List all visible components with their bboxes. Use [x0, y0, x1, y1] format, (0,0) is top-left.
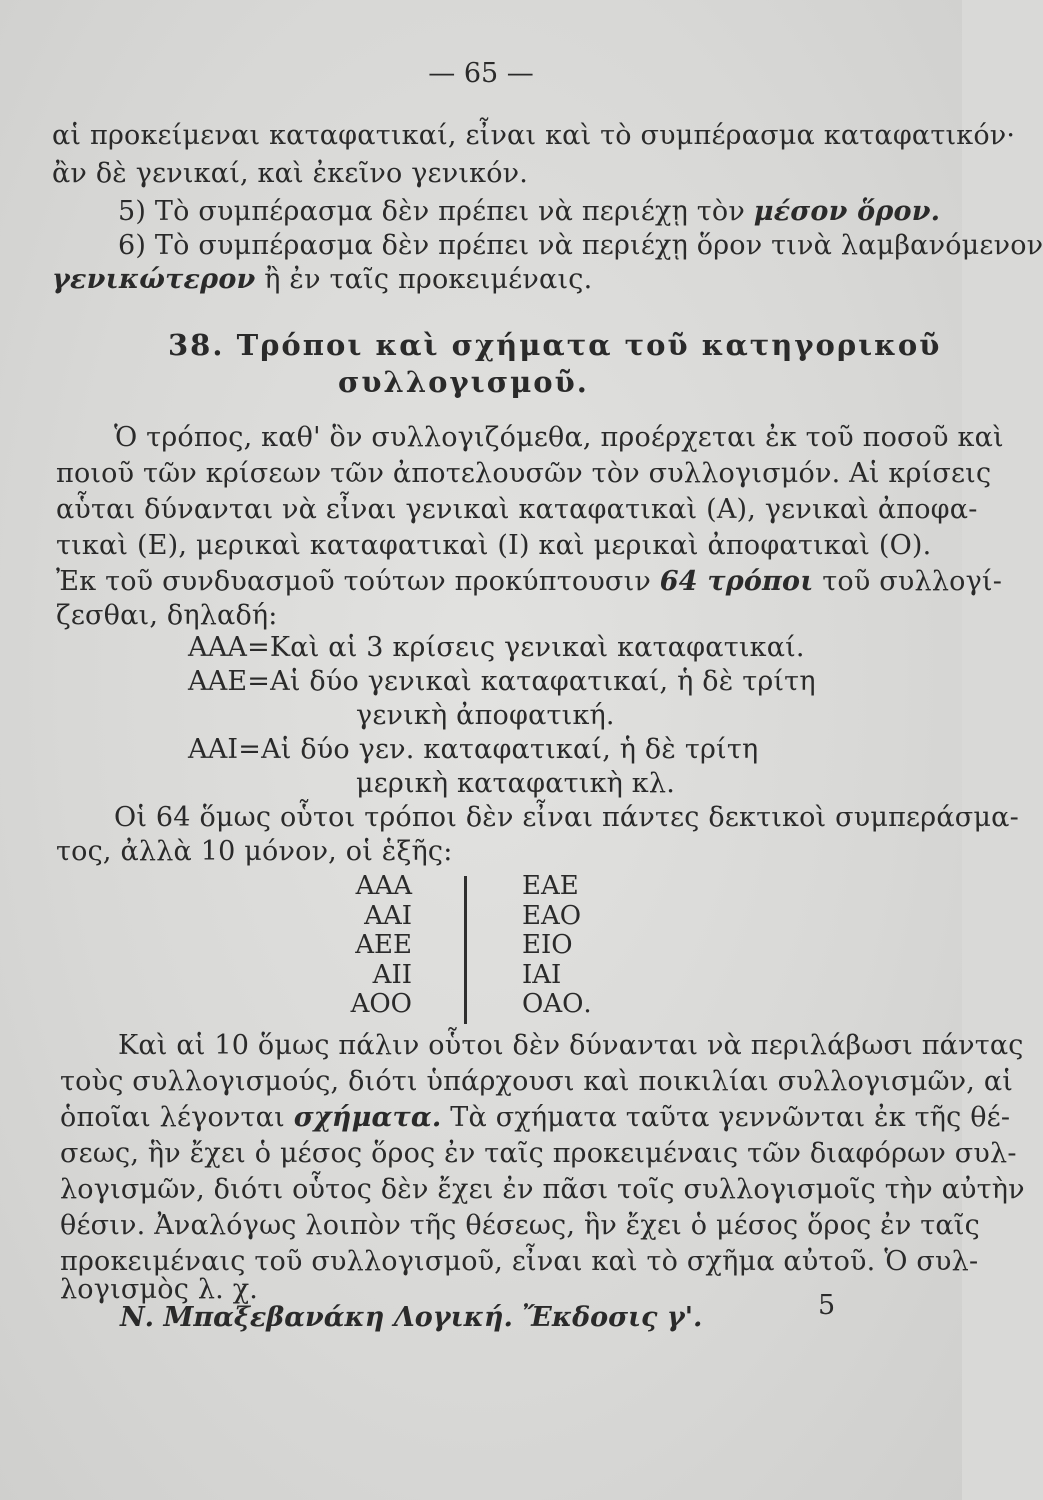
para1-line-5-text: Ἐκ τοῦ συνδυασμοῦ τούτων προκύπτουσιν: [56, 566, 660, 597]
rule-6-line: 6) Τὸ συμπέρασμα δὲν πρέπει νὰ περιέχῃ ὅρον τινὰ λαμβανόμενον: [118, 230, 1043, 261]
mode-aae-continuation: γενικὴ ἀποφατική.: [356, 700, 615, 731]
table-cell: ΕΙΟ: [522, 930, 573, 960]
valid-modes-left-column: [300, 872, 412, 1020]
para1-line-5: [56, 564, 1002, 600]
para2-line-8: λογισμὸς λ. χ.: [60, 1274, 259, 1305]
table-divider: [464, 876, 467, 1024]
para1-line-6: ζεσθαι, δηλαδή:: [56, 600, 278, 631]
rule-6-text: ἢ ἐν ταῖς προκειμέναις.: [255, 264, 593, 295]
table-cell: ΟΑΟ.: [522, 989, 592, 1019]
table-cell: ΑΑΙ: [364, 900, 412, 931]
rule-6-emphasis: γενικώτερον: [52, 264, 256, 295]
para1-line-1: Ὁ τρόπος, καθ' ὃν συλλογιζόμεθα, προέρχεται ἐκ τοῦ ποσοῦ καὶ: [114, 422, 1004, 453]
valid-modes-right-column: [522, 872, 662, 1020]
para2-line-1: Καὶ αἱ 10 ὅμως πάλιν οὗτοι δὲν δύνανται νὰ περιλάβωσι πάντας: [118, 1030, 1024, 1061]
mode-aai: ΑΑΙ=Αἱ δύο γεν. καταφατικαί, ἡ δὲ τρίτη: [188, 734, 759, 765]
rule-5-text: 5) Τὸ συμπέρασμα δὲν πρέπει νὰ περιέχῃ τὸν: [118, 196, 754, 227]
rule-5-line: [118, 194, 940, 230]
para1-line-2: ποιοῦ τῶν κρίσεων τῶν ἀποτελουσῶν τὸν συλλογισμόν. Αἱ κρίσεις: [56, 458, 992, 489]
section-title-line1: Τρόποι καὶ σχήματα τοῦ κατηγορικοῦ: [236, 328, 942, 362]
para2-line-5: λογισμῶν, διότι οὗτος δὲν ἔχει ἐν πᾶσι τοῖς συλλογισμοῖς τὴν αὐτὴν: [60, 1174, 1025, 1205]
figures-emphasis: σχήματα.: [293, 1102, 442, 1133]
para2-line-7: προκειμέναις τοῦ συλλογισμοῦ, εἶναι καὶ τὸ σχῆμα αὐτοῦ. Ὁ συλ-: [60, 1246, 979, 1277]
section-title-line2: συλλογισμοῦ.: [338, 365, 589, 399]
table-cell: ΕΑΟ: [522, 900, 582, 931]
rule-5-emphasis: μέσον ὅρον.: [753, 196, 941, 227]
rule-6-continuation: [52, 262, 592, 298]
page-number: — 65 —: [428, 58, 534, 89]
table-cell: ΙΑΙ: [522, 959, 562, 990]
table-cell: ΑΙΙ: [372, 959, 412, 990]
signature-mark: 5: [818, 1290, 836, 1321]
text-line-1: αἱ προκείμεναι καταφατικαί, εἶναι καὶ τὸ συμπέρασμα καταφατικόν·: [52, 120, 1016, 151]
section-number: 38.: [168, 328, 225, 362]
section-heading: [168, 328, 941, 362]
mode-aae: ΑΑΕ=Αἱ δύο γενικαὶ καταφατικαί, ἡ δὲ τρίτη: [188, 666, 816, 697]
para2-line-4: σεως, ἣν ἔχει ὁ μέσος ὅρος ἐν ταῖς προκειμέναις τῶν διαφόρων συλ-: [60, 1138, 1017, 1169]
para2-line-3: [60, 1100, 1010, 1136]
para1-line-5-end: τοῦ συλλογί-: [813, 566, 1003, 597]
para1-line-8: τος, ἀλλὰ 10 μόνον, οἱ ἑξῆς:: [56, 836, 453, 867]
para2-line-3-text: ὁποῖαι λέγονται: [60, 1102, 294, 1133]
text-line-2: ἂν δὲ γενικαί, καὶ ἐκεῖνο γενικόν.: [52, 158, 529, 189]
mode-aaa: ΑΑΑ=Καὶ αἱ 3 κρίσεις γενικαὶ καταφατικαί.: [188, 632, 805, 663]
mode-aai-continuation: μερικὴ καταφατικὴ κλ.: [356, 768, 675, 799]
table-cell: ΑΟΟ: [350, 989, 412, 1019]
table-cell: ΕΑΕ: [522, 871, 579, 901]
valid-modes-table: [300, 872, 660, 1020]
table-cell: ΑΕΕ: [355, 930, 412, 960]
modes-count-emphasis: 64 τρόποι: [659, 566, 814, 597]
table-cell: ΑΑΑ: [355, 871, 412, 901]
book-footer: Ν. Μπαξεβανάκη Λογική. Ἔκδοσις γ'.: [120, 1302, 703, 1333]
para1-line-7: Οἱ 64 ὅμως οὗτοι τρόποι δὲν εἶναι πάντες δεκτικοὶ συμπεράσμα-: [114, 802, 1019, 833]
para2-line-3-end: Τὰ σχήματα ταῦτα γεννῶνται ἐκ τῆς θέ-: [441, 1102, 1011, 1133]
para1-line-4: τικαὶ (Ε), μερικαὶ καταφατικαὶ (Ι) καὶ μερικαὶ ἀποφατικαὶ (Ο).: [56, 530, 932, 561]
para2-line-2: τοὺς συλλογισμούς, διότι ὑπάρχουσι καὶ ποικιλίαι συλλογισμῶν, αἱ: [60, 1066, 1014, 1097]
para1-line-3: αὗται δύνανται νὰ εἶναι γενικαὶ καταφατικαὶ (Α), γενικαὶ ἀποφα-: [56, 494, 978, 525]
para2-line-6: θέσιν. Ἀναλόγως λοιπὸν τῆς θέσεως, ἣν ἔχει ὁ μέσος ὅρος ἐν ταῖς: [60, 1210, 980, 1241]
